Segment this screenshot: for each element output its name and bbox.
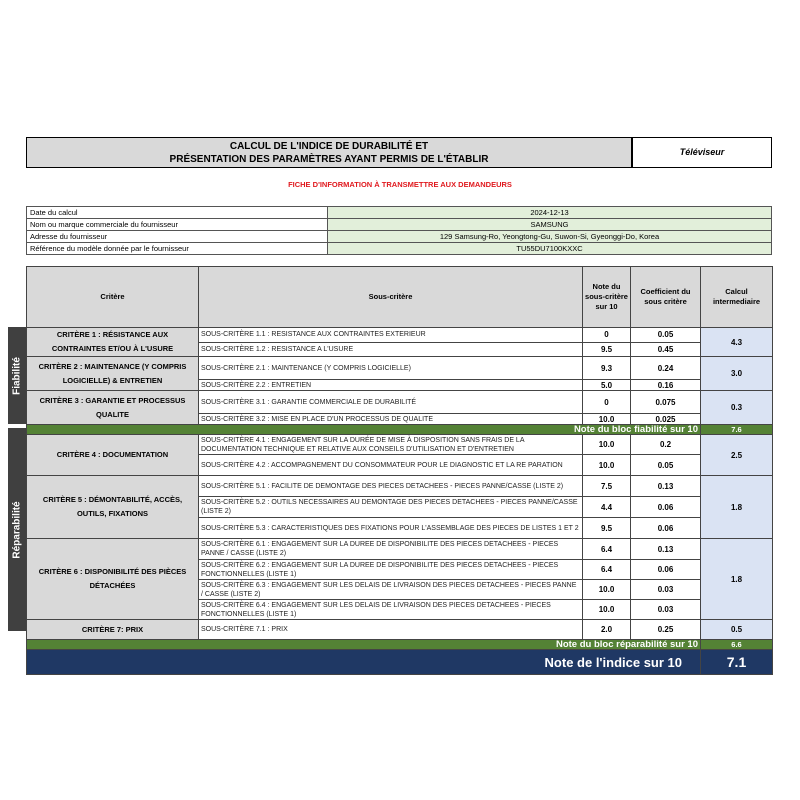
sub-criterion-coef: 0.2	[631, 435, 701, 455]
sub-criterion-label: SOUS-CRITÈRE 4.1 : ENGAGEMENT SUR LA DURÉE DE MISE À DISPOSITION SANS FRAIS DE LA DOCUMENTATION TECHNIQUE ET RELATIVE AUX CONSEILS D'UTILISATION ET D'ENTRETIEN	[199, 435, 583, 455]
side-label-reparabilite-text: Réparabilité	[11, 500, 23, 559]
sub-criterion-label: SOUS-CRITÈRE 3.2 : MISE EN PLACE D'UN PROCESSUS DE QUALITE	[199, 414, 583, 425]
sub-criterion-note: 10.0	[583, 455, 631, 476]
sub-criterion-coef: 0.25	[631, 620, 701, 640]
criterion-name: CRITÈRE 2 : MAINTENANCE (Y COMPRIS LOGICIELLE) & ENTRETIEN	[27, 357, 199, 391]
sub-criterion-label: SOUS-CRITÈRE 6.2 : ENGAGEMENT SUR LA DUREE DE DISPONIBILITE DES PIECES DETACHEES - PIECES FONCTIONNELLES (LISTE 1)	[199, 560, 583, 580]
title-line-2: PRÉSENTATION DES PARAMÈTRES AYANT PERMIS DE L'ÉTABLIR	[169, 154, 489, 165]
criterion-calc: 1.8	[701, 476, 773, 539]
criterion-calc: 1.8	[701, 539, 773, 620]
sub-criterion-row	[27, 328, 773, 343]
sub-criterion-label: SOUS-CRITÈRE 3.1 : GARANTIE COMMERCIALE DE DURABILITÉ	[199, 391, 583, 414]
sub-criterion-coef: 0.13	[631, 539, 701, 560]
side-label-fiabilite	[8, 327, 26, 424]
sub-criterion-coef: 0.03	[631, 580, 701, 600]
info-label: Adresse du fournisseur	[27, 231, 328, 243]
sub-criterion-label: SOUS-CRITÈRE 4.2 : ACCOMPAGNEMENT DU CONSOMMATEUR POUR LE DIAGNOSTIC ET LA RE PARATION	[199, 455, 583, 476]
sub-criterion-coef: 0.05	[631, 328, 701, 343]
info-value: 129 Samsung-Ro, Yeongtong-Gu, Suwon-Si, Gyeonggi-Do, Korea	[328, 231, 772, 243]
sub-criterion-label: SOUS-CRITÈRE 5.1 : FACILITE DE DEMONTAGE DES PIECES DETACHEES - PIECES PANNE/CASSE (LISTE 2)	[199, 476, 583, 497]
criterion-name: CRITÈRE 6 : DISPONIBILITÉ DES PIÈCES DÉTACHÉES	[27, 539, 199, 620]
sub-criterion-label: SOUS-CRITÈRE 1.2 : RESISTANCE A L'USURE	[199, 342, 583, 357]
criterion-calc: 0.3	[701, 391, 773, 425]
criterion-name: CRITÈRE 7: PRIX	[27, 620, 199, 640]
sub-criterion-note: 9.5	[583, 342, 631, 357]
criterion-name: CRITÈRE 1 : RÉSISTANCE AUX CONTRAINTES ET/OU À L'USURE	[27, 328, 199, 357]
sub-criterion-row	[27, 357, 773, 380]
sub-criterion-row	[27, 391, 773, 414]
bloc-fiabilite-label: Note du bloc fiabilité sur 10	[27, 425, 701, 435]
durability-index-table	[26, 266, 773, 675]
criterion-calc: 2.5	[701, 435, 773, 476]
sub-criterion-coef: 0.06	[631, 560, 701, 580]
sub-criterion-note: 9.3	[583, 357, 631, 380]
header-title	[26, 137, 632, 168]
criterion-calc: 3.0	[701, 357, 773, 391]
sub-criterion-label: SOUS-CRITÈRE 2.1 : MAINTENANCE (Y COMPRIS LOGICIELLE)	[199, 357, 583, 380]
sub-criterion-label: SOUS-CRITÈRE 6.3 : ENGAGEMENT SUR LES DELAIS DE LIVRAISON DES PIECES DETACHEES - PIECES PANNE / CASSE (LISTE 2)	[199, 580, 583, 600]
col-header-calcul: Calcul intermediaire	[701, 267, 773, 328]
bloc-fiabilite	[27, 425, 773, 435]
sub-criterion-note: 10.0	[583, 414, 631, 425]
sub-criterion-coef: 0.16	[631, 380, 701, 391]
criterion-calc: 4.3	[701, 328, 773, 357]
info-value: TU55DU7100KXXC	[328, 243, 772, 255]
sub-criterion-note: 0	[583, 328, 631, 343]
info-row	[27, 243, 772, 255]
supplier-info-table	[26, 206, 772, 255]
sub-criterion-label: SOUS-CRITÈRE 6.4 : ENGAGEMENT SUR LES DELAIS DE LIVRAISON DES PIECES DETACHEES - PIECES FONCTIONNELLES (LISTE 1)	[199, 600, 583, 620]
final-score-value: 7.1	[701, 650, 773, 675]
side-label-fiabilite-text: Fiabilité	[11, 356, 23, 395]
sub-criterion-label: SOUS-CRITÈRE 5.3 : CARACTERISTIQUES DES FIXATIONS POUR L'ASSEMBLAGE DES PIECES DE LISTES 1 ET 2	[199, 518, 583, 539]
sub-criterion-note: 10.0	[583, 580, 631, 600]
info-value: 2024-12-13	[328, 207, 772, 219]
sub-criterion-label: SOUS-CRITÈRE 1.1 : RESISTANCE AUX CONTRAINTES EXTERIEUR	[199, 328, 583, 343]
bloc-reparabilite	[27, 640, 773, 650]
sub-criterion-label: SOUS-CRITÈRE 2.2 : ENTRETIEN	[199, 380, 583, 391]
sub-criterion-row	[27, 539, 773, 560]
final-score-row	[27, 650, 773, 675]
criterion-calc: 0.5	[701, 620, 773, 640]
col-header-critere: Critère	[27, 267, 199, 328]
col-header-note: Note du sous-critère sur 10	[583, 267, 631, 328]
sub-criterion-label: SOUS-CRITÈRE 6.1 : ENGAGEMENT SUR LA DUREE DE DISPONIBILITE DES PIECES DETACHEES - PIECES PANNE / CASSE (LISTE 2)	[199, 539, 583, 560]
sub-criterion-coef: 0.13	[631, 476, 701, 497]
sub-criterion-coef: 0.06	[631, 497, 701, 518]
sub-criterion-note: 0	[583, 391, 631, 414]
sub-criterion-note: 9.5	[583, 518, 631, 539]
side-label-reparabilite	[8, 428, 26, 631]
sub-criterion-note: 4.4	[583, 497, 631, 518]
sub-criterion-note: 2.0	[583, 620, 631, 640]
sub-criterion-note: 7.5	[583, 476, 631, 497]
sub-criterion-coef: 0.06	[631, 518, 701, 539]
title-line-1: CALCUL DE L'INDICE DE DURABILITÉ ET	[229, 141, 429, 152]
sub-criterion-coef: 0.05	[631, 455, 701, 476]
info-row	[27, 231, 772, 243]
sub-criterion-coef: 0.025	[631, 414, 701, 425]
sub-criterion-note: 6.4	[583, 539, 631, 560]
subtitle: FICHE D'INFORMATION À TRANSMETTRE AUX DEMANDEURS	[288, 180, 512, 189]
sub-criterion-coef: 0.24	[631, 357, 701, 380]
criterion-name: CRITÈRE 3 : GARANTIE ET PROCESSUS QUALITE	[27, 391, 199, 425]
col-header-sous-critere: Sous-critère	[199, 267, 583, 328]
sub-criterion-coef: 0.45	[631, 342, 701, 357]
sub-criterion-row	[27, 435, 773, 455]
sub-criterion-coef: 0.03	[631, 600, 701, 620]
info-row	[27, 207, 772, 219]
col-header-coef: Coefficient du sous critère	[631, 267, 701, 328]
sub-criterion-note: 10.0	[583, 600, 631, 620]
sub-criterion-note: 5.0	[583, 380, 631, 391]
sub-criterion-label: SOUS-CRITÈRE 7.1 : PRIX	[199, 620, 583, 640]
sub-criterion-label: SOUS-CRITÈRE 5.2 : OUTILS NECESSAIRES AU DEMONTAGE DES PIECES DETACHEES - PIECES PANNE/CASSE (LISTE 2)	[199, 497, 583, 518]
criterion-name: CRITÈRE 4 : DOCUMENTATION	[27, 435, 199, 476]
bloc-reparabilite-label: Note du bloc réparabilité sur 10	[27, 640, 701, 650]
product-category: Téléviseur	[632, 137, 772, 168]
bloc-reparabilite-value: 6.6	[701, 640, 773, 650]
info-row	[27, 219, 772, 231]
info-value: SAMSUNG	[328, 219, 772, 231]
sub-criterion-row	[27, 476, 773, 497]
info-label: Date du calcul	[27, 207, 328, 219]
final-score-label: Note de l'indice sur 10	[27, 650, 701, 675]
info-label: Nom ou marque commerciale du fournisseur	[27, 219, 328, 231]
sub-criterion-row	[27, 620, 773, 640]
sub-criterion-note: 10.0	[583, 435, 631, 455]
bloc-fiabilite-value: 7.6	[701, 425, 773, 435]
sub-criterion-note: 6.4	[583, 560, 631, 580]
info-label: Référence du modèle donnée par le fournisseur	[27, 243, 328, 255]
sub-criterion-coef: 0.075	[631, 391, 701, 414]
criterion-name: CRITÈRE 5 : DÉMONTABILITÉ, ACCÈS, OUTILS, FIXATIONS	[27, 476, 199, 539]
